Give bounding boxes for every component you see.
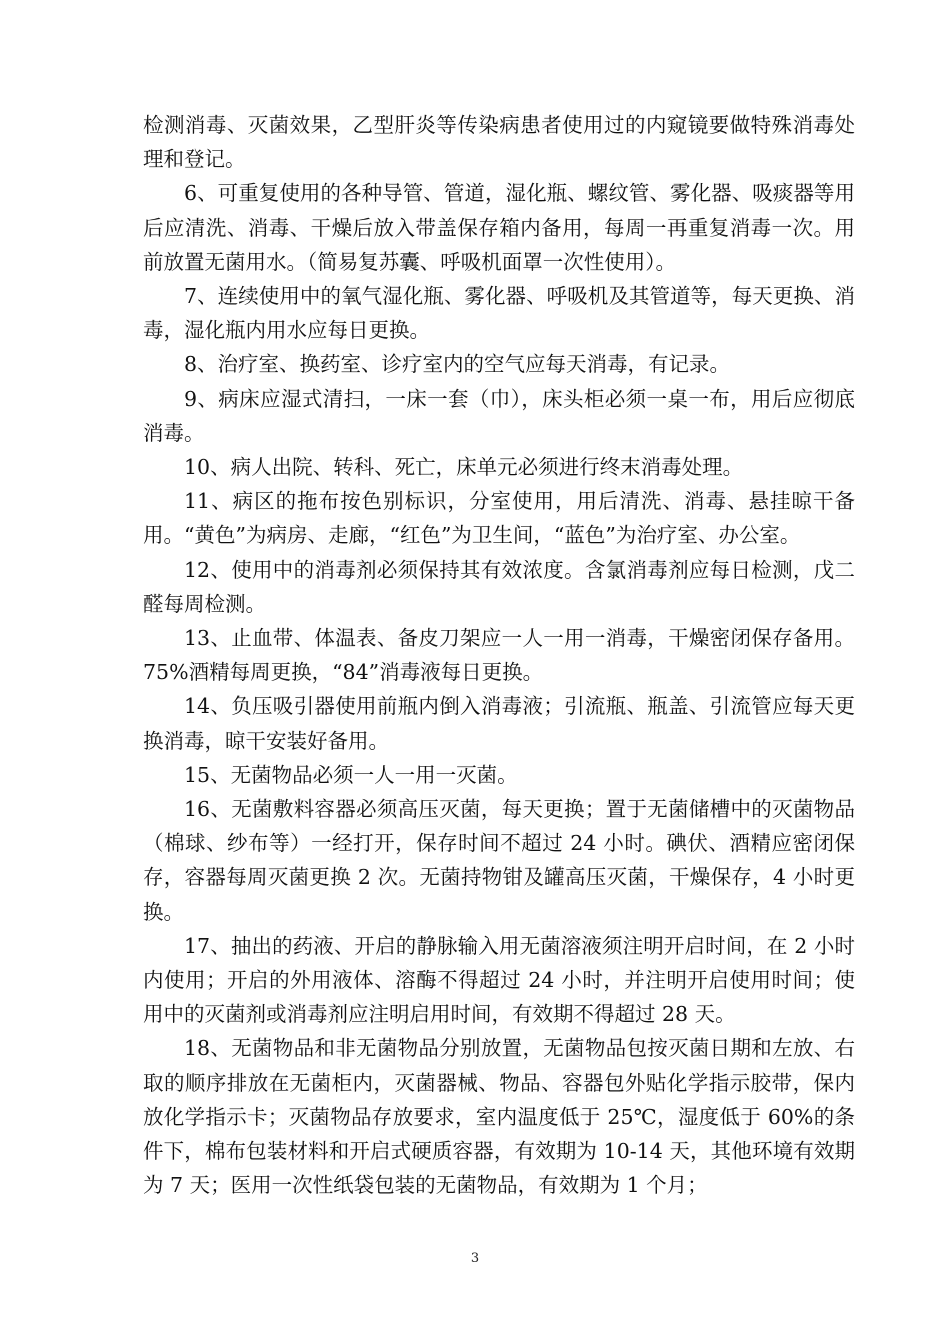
paragraph-item-8: 8、治疗室、换药室、诊疗室内的空气应每天消毒，有记录。 [184, 352, 731, 377]
paragraph-item-7: 7、连续使用中的氧气湿化瓶、雾化器、呼吸机及其管道等，每天更换、消毒，湿化瓶内用水应每日更换。 [143, 284, 855, 343]
paragraph-item-14: 14、负压吸引器使用前瓶内倒入消毒液；引流瓶、瓶盖、引流管应每天更换消毒，晾干安装好备用。 [143, 694, 855, 753]
paragraph-item-15: 15、无菌物品必须一人一用一灭菌。 [184, 762, 518, 787]
paragraph-item-16: 16、无菌敷料容器必须高压灭菌，每天更换；置于无菌储槽中的灭菌物品（棉球、纱布等）一经打开，保存时间不超过 24 小时。碘伏、酒精应密闭保存，容器每周灭菌更换 2 次。无菌持物钳及罐高压灭菌，干燥保存，4 小时更换。 [143, 797, 855, 924]
paragraph-item-10: 10、病人出院、转科、死亡，床单元必须进行终末消毒处理。 [184, 455, 744, 480]
paragraph-item-6: 6、可重复使用的各种导管、管道，湿化瓶、螺纹管、雾化器、吸痰器等用后应清洗、消毒、干燥后放入带盖保存箱内备用，每周一再重复消毒一次。用前放置无菌用水。（简易复苏囊、呼吸机面罩一次性使用）。 [143, 181, 855, 274]
paragraph-item-17: 17、抽出的药液、开启的静脉输入用无菌溶液须注明开启时间，在 2 小时内使用；开启的外用液体、溶酶不得超过 24 小时，并注明开启使用时间；使用中的灭菌剂或消毒剂应注明启用时间，有效期不得超过 28 天。 [143, 933, 855, 1027]
body-text [143, 108, 855, 1203]
paragraph-item-18: 18、无菌物品和非无菌物品分别放置，无菌物品包按灭菌日期和左放、右取的顺序排放在无菌柜内，灭菌器械、物品、容器包外贴化学指示胶带，保内放化学指示卡；灭菌物品存放要求，室内温度低于 25℃，湿度低于 60%的条件下，棉布包装材料和开启式硬质容器，有效期为 10-14 天，其他环境有效期为 7 天；医用一次性纸袋包装的无菌物品，有效期为 1 个月； [143, 1036, 855, 1198]
paragraph-continuation: 检测消毒、灭菌效果，乙型肝炎等传染病患者使用过的内窥镜要做特殊消毒处理和登记。 [143, 113, 855, 172]
paragraph-item-12: 12、使用中的消毒剂必须保持其有效浓度。含氯消毒剂应每日检测，戊二醛每周检测。 [143, 557, 855, 616]
paragraph-item-9: 9、病床应湿式清扫，一床一套（巾），床头柜必须一桌一布，用后应彻底消毒。 [143, 386, 855, 445]
page-number: 3 [470, 1251, 480, 1266]
paragraph-item-13: 13、止血带、体温表、备皮刀架应一人一用一消毒，干燥密闭保存备用。75%酒精每周更换，“84”消毒液每日更换。 [143, 626, 855, 685]
paragraph-item-11: 11、病区的拖布按色别标识，分室使用，用后清洗、消毒、悬挂晾干备用。“黄色”为病房、走廊，“红色”为卫生间，“蓝色”为治疗室、办公室。 [143, 489, 855, 548]
